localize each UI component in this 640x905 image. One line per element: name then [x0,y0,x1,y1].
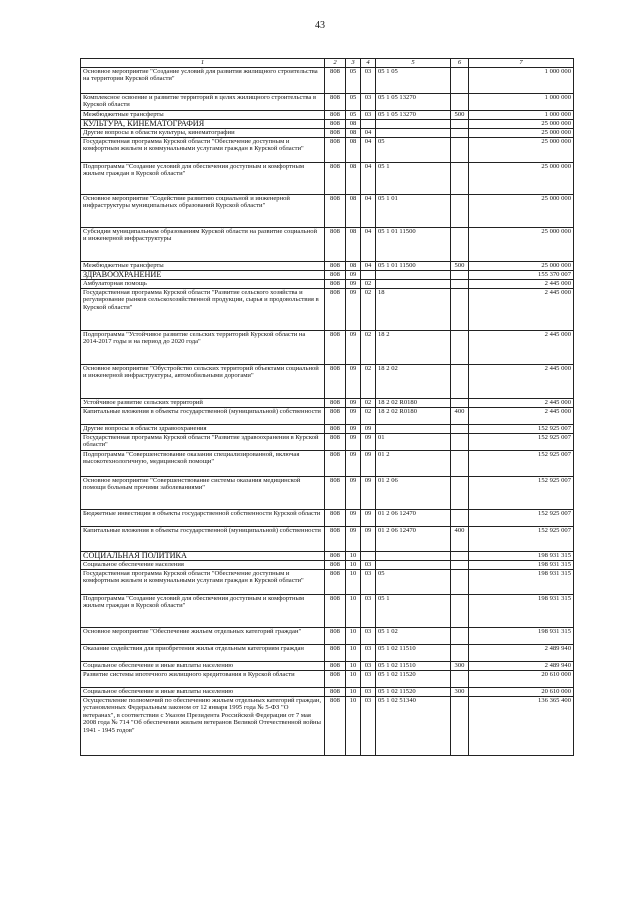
row-target-article: 05 1 01 [376,195,451,228]
row-target-article: 05 1 02 11520 [376,671,451,688]
row-name: СОЦИАЛЬНАЯ ПОЛИТИКА [81,552,325,561]
row-target-article: 01 2 06 [376,477,451,510]
row-target-article: 01 2 06 12470 [376,527,451,552]
row-target-article: 05 1 02 11520 [376,688,451,697]
table-row [81,688,574,697]
row-section-code: 05 [346,68,361,94]
row-amount: 2 445 000 [469,331,574,365]
row-section-code: 10 [346,561,361,570]
row-amount: 1 000 000 [469,68,574,94]
row-admin-code: 808 [325,289,346,331]
table-row [81,94,574,111]
row-target-article [376,120,451,129]
row-amount: 20 610 000 [469,671,574,688]
column-number-row [81,59,574,68]
row-section-code: 05 [346,111,361,120]
table-row [81,163,574,195]
table-row [81,451,574,477]
row-subsection-code: 09 [361,510,376,527]
row-expense-type [451,671,469,688]
row-admin-code: 808 [325,94,346,111]
row-admin-code: 808 [325,477,346,510]
row-expense-type [451,570,469,595]
row-name: Другие вопросы в области здравоохранения [81,425,325,434]
row-amount: 2 445 000 [469,408,574,425]
row-expense-type: 300 [451,688,469,697]
row-target-article: 18 [376,289,451,331]
row-target-article: 05 1 02 51340 [376,697,451,756]
row-amount: 198 931 315 [469,595,574,628]
column-header: 5 [376,59,451,68]
row-admin-code: 808 [325,195,346,228]
table-row [81,561,574,570]
row-admin-code: 808 [325,129,346,138]
row-amount: 25 000 000 [469,120,574,129]
row-section-code: 09 [346,399,361,408]
table-row [81,289,574,331]
row-name: Развитие системы ипотечного жилищного кредитования в Курской области [81,671,325,688]
row-expense-type [451,697,469,756]
row-name: Устойчивое развитие сельских территорий [81,399,325,408]
row-expense-type [451,129,469,138]
row-amount: 25 000 000 [469,228,574,262]
row-subsection-code: 03 [361,561,376,570]
row-name: Осуществление полномочий по обеспечению жильем отдельных категорий граждан, установленных Федеральным законом от 12 января 1995 года № 5-ФЗ "О ветеранах", в соответствии с Указом Президента Российской Федерации от 7 мая 2008 года № 714 "Об обеспечении жильем ветеранов Великой Отечественной войны 1941 - 1945 годов" [81,697,325,756]
row-amount: 25 000 000 [469,138,574,163]
table-row [81,671,574,688]
column-header: 1 [81,59,325,68]
row-section-code: 10 [346,645,361,662]
row-expense-type: 500 [451,262,469,271]
row-target-article: 05 1 05 [376,68,451,94]
row-target-article: 05 1 [376,595,451,628]
row-name: Государственная программа Курской области "Развитие сельского хозяйства и регулирование рынков сельскохозяйственной продукции, сырья и продовольствия в Курской области" [81,289,325,331]
row-admin-code: 808 [325,595,346,628]
row-admin-code: 808 [325,552,346,561]
row-amount: 152 925 007 [469,477,574,510]
row-subsection-code: 04 [361,129,376,138]
column-header: 3 [346,59,361,68]
row-name: Государственная программа Курской области "Развитие здравоохранения в Курской области" [81,434,325,451]
row-target-article: 18 2 [376,331,451,365]
row-name: Основное мероприятие "Содействие развитию социальной и инженерной инфраструктуры муниципальных образований Курской области" [81,195,325,228]
row-admin-code: 808 [325,662,346,671]
row-subsection-code: 09 [361,434,376,451]
row-subsection-code: 04 [361,163,376,195]
row-subsection-code: 03 [361,68,376,94]
row-name: Основное мероприятие "Обустройство сельских территорий объектами социальной и инженерной инфраструктуры, автомобильными дорогами" [81,365,325,399]
row-expense-type [451,120,469,129]
row-amount: 198 931 315 [469,570,574,595]
row-expense-type [451,425,469,434]
row-expense-type [451,399,469,408]
row-admin-code: 808 [325,138,346,163]
row-expense-type [451,331,469,365]
table-row [81,552,574,561]
row-name: Капитальные вложения в объекты государственной (муниципальной) собственности [81,527,325,552]
row-subsection-code: 04 [361,138,376,163]
table-row [81,365,574,399]
table-row [81,408,574,425]
row-expense-type [451,645,469,662]
row-admin-code: 808 [325,671,346,688]
row-amount: 198 931 315 [469,552,574,561]
row-admin-code: 808 [325,510,346,527]
row-name: Социальное обеспечение населения [81,561,325,570]
row-name: ЗДРАВООХРАНЕНИЕ [81,271,325,280]
row-expense-type [451,271,469,280]
row-amount: 25 000 000 [469,163,574,195]
table-row [81,120,574,129]
row-amount: 2 489 940 [469,662,574,671]
row-section-code: 08 [346,138,361,163]
row-target-article: 05 1 01 11500 [376,262,451,271]
row-subsection-code: 02 [361,289,376,331]
row-target-article: 05 [376,570,451,595]
row-expense-type [451,628,469,645]
row-target-article [376,271,451,280]
row-amount: 152 925 007 [469,510,574,527]
row-amount: 25 000 000 [469,129,574,138]
row-section-code: 08 [346,129,361,138]
row-section-code: 09 [346,477,361,510]
row-section-code: 08 [346,163,361,195]
row-target-article [376,280,451,289]
row-admin-code: 808 [325,111,346,120]
row-name: Оказание содействия для приобретения жилья отдельным категориям граждан [81,645,325,662]
table-row [81,662,574,671]
table-row [81,477,574,510]
row-target-article: 01 2 [376,451,451,477]
row-admin-code: 808 [325,163,346,195]
row-amount: 2 445 000 [469,399,574,408]
row-expense-type: 300 [451,662,469,671]
row-expense-type [451,94,469,111]
row-name: Основное мероприятие "Обеспечение жильем отдельных категорий граждан" [81,628,325,645]
row-section-code: 09 [346,280,361,289]
row-section-code: 10 [346,628,361,645]
table-row [81,628,574,645]
row-name: Основное мероприятие "Создание условий для развития жилищного строительства на территории Курской области" [81,68,325,94]
row-amount: 152 925 007 [469,425,574,434]
row-expense-type [451,68,469,94]
row-section-code: 09 [346,451,361,477]
row-expense-type [451,552,469,561]
row-amount: 1 000 000 [469,94,574,111]
row-target-article: 05 1 02 11510 [376,645,451,662]
row-expense-type [451,289,469,331]
row-expense-type [451,510,469,527]
table-row [81,111,574,120]
page-number: 43 [315,20,325,31]
row-admin-code: 808 [325,271,346,280]
row-target-article: 05 [376,138,451,163]
row-target-article: 05 1 01 11500 [376,228,451,262]
table-row [81,228,574,262]
row-amount: 25 000 000 [469,195,574,228]
row-amount: 2 445 000 [469,289,574,331]
row-target-article: 01 [376,434,451,451]
row-subsection-code: 03 [361,697,376,756]
row-amount: 198 931 315 [469,561,574,570]
row-name: Комплексное освоение и развитие территорий в целях жилищного строительства в Курской области [81,94,325,111]
row-admin-code: 808 [325,561,346,570]
row-subsection-code: 02 [361,365,376,399]
row-expense-type [451,595,469,628]
row-name: Подпрограмма "Создание условий для обеспечения доступным и комфортным жильем граждан в Курской области" [81,163,325,195]
row-section-code: 09 [346,408,361,425]
row-subsection-code: 09 [361,477,376,510]
row-admin-code: 808 [325,365,346,399]
row-expense-type: 500 [451,111,469,120]
row-admin-code: 808 [325,280,346,289]
row-subsection-code: 09 [361,527,376,552]
row-target-article [376,552,451,561]
row-admin-code: 808 [325,399,346,408]
row-admin-code: 808 [325,331,346,365]
row-target-article [376,561,451,570]
table-row [81,138,574,163]
row-amount: 152 925 007 [469,527,574,552]
row-admin-code: 808 [325,688,346,697]
row-subsection-code: 09 [361,451,376,477]
table-row [81,262,574,271]
row-expense-type [451,451,469,477]
row-section-code: 05 [346,94,361,111]
row-expense-type [451,195,469,228]
row-subsection-code: 03 [361,570,376,595]
row-name: Подпрограмма "Устойчивое развитие сельских территорий Курской области на 2014-2017 годы и на период до 2020 года" [81,331,325,365]
row-name: Подпрограмма "Совершенствование оказания специализированной, включая высокотехнологичную, медицинской помощи" [81,451,325,477]
row-section-code: 09 [346,434,361,451]
table-row [81,331,574,365]
row-target-article: 18 2 02 R0180 [376,408,451,425]
row-section-code: 09 [346,425,361,434]
row-amount: 152 925 007 [469,434,574,451]
row-amount: 136 365 400 [469,697,574,756]
column-header: 6 [451,59,469,68]
row-section-code: 10 [346,595,361,628]
row-subsection-code: 03 [361,645,376,662]
table-row [81,399,574,408]
row-target-article: 05 1 [376,163,451,195]
row-section-code: 10 [346,570,361,595]
row-target-article: 18 2 02 R0180 [376,399,451,408]
row-subsection-code [361,271,376,280]
row-expense-type [451,561,469,570]
budget-table [80,58,574,756]
row-name: Другие вопросы в области культуры, кинематографии [81,129,325,138]
row-expense-type: 400 [451,408,469,425]
table-body [81,68,574,756]
row-target-article [376,425,451,434]
row-amount: 2 489 940 [469,645,574,662]
table-row [81,697,574,756]
row-admin-code: 808 [325,262,346,271]
row-section-code: 09 [346,331,361,365]
row-name: Межбюджетные трансферты [81,111,325,120]
row-section-code: 09 [346,510,361,527]
row-amount: 152 925 007 [469,451,574,477]
table-row [81,645,574,662]
row-amount: 20 610 000 [469,688,574,697]
row-name: Государственная программа Курской области "Обеспечение доступным и комфортным жильем и коммунальными услугами граждан в Курской области" [81,570,325,595]
row-section-code: 09 [346,365,361,399]
row-admin-code: 808 [325,628,346,645]
table-row [81,129,574,138]
row-admin-code: 808 [325,228,346,262]
row-admin-code: 808 [325,408,346,425]
row-subsection-code: 03 [361,671,376,688]
row-admin-code: 808 [325,527,346,552]
row-subsection-code: 09 [361,425,376,434]
row-subsection-code [361,552,376,561]
row-admin-code: 808 [325,434,346,451]
row-subsection-code: 03 [361,688,376,697]
row-amount: 25 000 000 [469,262,574,271]
row-amount: 198 931 315 [469,628,574,645]
row-subsection-code: 02 [361,331,376,365]
row-subsection-code: 03 [361,595,376,628]
row-subsection-code: 03 [361,662,376,671]
row-name: КУЛЬТУРА, КИНЕМАТОГРАФИЯ [81,120,325,129]
row-section-code: 09 [346,289,361,331]
row-expense-type [451,163,469,195]
row-amount: 1 000 000 [469,111,574,120]
column-header: 2 [325,59,346,68]
row-subsection-code: 03 [361,111,376,120]
table-row [81,527,574,552]
row-name: Социальное обеспечение и иные выплаты населению [81,688,325,697]
row-name: Бюджетные инвестиции в объекты государственной собственности Курской области [81,510,325,527]
row-admin-code: 808 [325,451,346,477]
column-header: 7 [469,59,574,68]
row-admin-code: 808 [325,645,346,662]
row-admin-code: 808 [325,120,346,129]
row-amount: 2 445 000 [469,280,574,289]
row-expense-type [451,434,469,451]
row-target-article: 05 1 02 [376,628,451,645]
row-name: Капитальные вложения в объекты государственной (муниципальной) собственности [81,408,325,425]
row-subsection-code: 03 [361,94,376,111]
row-name: Социальное обеспечение и иные выплаты населению [81,662,325,671]
row-name: Межбюджетные трансферты [81,262,325,271]
row-subsection-code: 04 [361,228,376,262]
row-target-article: 05 1 05 13270 [376,111,451,120]
row-name: Государственная программа Курской области "Обеспечение доступным и комфортным жильем и коммунальными услугами граждан в Курской области" [81,138,325,163]
row-subsection-code: 03 [361,628,376,645]
row-target-article: 05 1 05 13270 [376,94,451,111]
table-row [81,425,574,434]
row-subsection-code: 02 [361,280,376,289]
table-row [81,570,574,595]
row-name: Основное мероприятие "Совершенствование системы оказания медицинской помощи больным прочими заболеваниями" [81,477,325,510]
row-amount: 2 445 000 [469,365,574,399]
row-name: Подпрограмма "Создание условий для обеспечения доступным и комфортным жильем граждан в Курской области" [81,595,325,628]
row-section-code: 08 [346,195,361,228]
row-expense-type [451,477,469,510]
row-section-code: 10 [346,662,361,671]
row-section-code: 09 [346,527,361,552]
table-row [81,434,574,451]
column-header: 4 [361,59,376,68]
table-row [81,510,574,527]
row-subsection-code: 02 [361,399,376,408]
row-expense-type [451,228,469,262]
row-expense-type [451,280,469,289]
row-target-article [376,129,451,138]
row-section-code: 08 [346,120,361,129]
row-section-code: 10 [346,688,361,697]
row-admin-code: 808 [325,697,346,756]
table-row [81,280,574,289]
row-section-code: 09 [346,271,361,280]
row-section-code: 10 [346,697,361,756]
row-expense-type [451,365,469,399]
row-target-article: 05 1 02 11510 [376,662,451,671]
table-row [81,68,574,94]
row-section-code: 08 [346,262,361,271]
row-admin-code: 808 [325,425,346,434]
row-subsection-code: 04 [361,195,376,228]
row-target-article: 01 2 06 12470 [376,510,451,527]
row-expense-type: 400 [451,527,469,552]
row-admin-code: 808 [325,68,346,94]
row-name: Амбулаторная помощь [81,280,325,289]
row-section-code: 10 [346,552,361,561]
row-admin-code: 808 [325,570,346,595]
row-subsection-code [361,120,376,129]
table-row [81,195,574,228]
row-subsection-code: 02 [361,408,376,425]
row-name: Субсидии муниципальным образованиям Курской области на развитие социальной и инженерной инфраструктуры [81,228,325,262]
row-subsection-code: 04 [361,262,376,271]
row-section-code: 08 [346,228,361,262]
table-row [81,595,574,628]
row-section-code: 10 [346,671,361,688]
row-amount: 155 370 007 [469,271,574,280]
row-target-article: 18 2 02 [376,365,451,399]
table-row [81,271,574,280]
row-expense-type [451,138,469,163]
